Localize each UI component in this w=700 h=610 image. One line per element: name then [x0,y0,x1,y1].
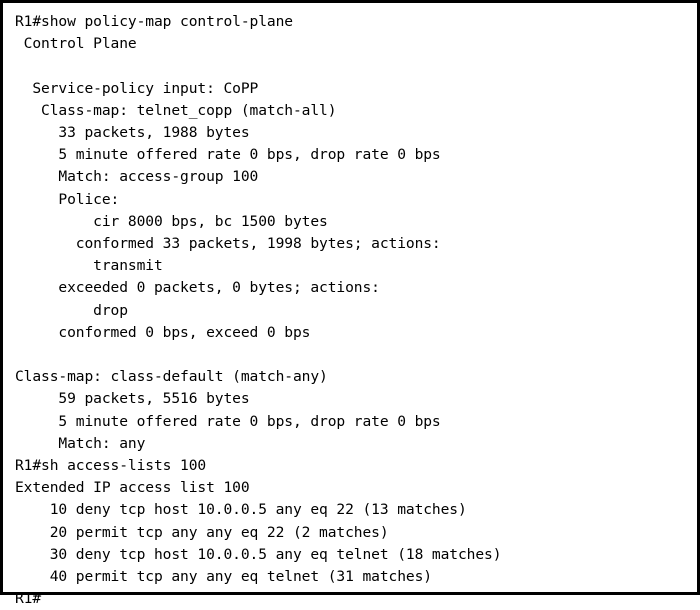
terminal-line: 33 packets, 1988 bytes [15,124,250,142]
terminal-line: 5 minute offered rate 0 bps, drop rate 0 bps [15,146,441,164]
terminal-line: 40 permit tcp any any eq telnet (31 matches) [15,568,432,586]
terminal-line: cir 8000 bps, bc 1500 bytes [15,212,328,230]
terminal-line: Match: access-group 100 [15,168,259,186]
terminal-line: Match: any [15,434,146,452]
terminal-line: 30 deny tcp host 10.0.0.5 any eq telnet (18 matches) [15,545,502,563]
terminal-line: 5 minute offered rate 0 bps, drop rate 0 bps [15,412,441,430]
terminal-line: Class-map: class-default (match-any) [15,368,328,386]
terminal-line: drop [15,301,128,319]
terminal-line: R1#show policy-map control-plane [15,13,293,30]
terminal-line: exceeded 0 packets, 0 bytes; actions: [15,279,380,297]
terminal-line: conformed 0 bps, exceed 0 bps [15,323,311,341]
terminal-line: Class-map: telnet_copp (match-all) [15,101,337,119]
terminal-output [15,11,687,610]
terminal-line: conformed 33 packets, 1998 bytes; actions: [15,235,441,253]
terminal-line: 59 packets, 5516 bytes [15,390,250,408]
terminal-line: Police: [15,190,120,208]
terminal-line: Extended IP access list 100 [15,479,250,497]
terminal-line: Control Plane [15,35,137,53]
terminal-line: 20 permit tcp any any eq 22 (2 matches) [15,523,389,541]
terminal-line: R1# [15,590,42,608]
terminal-line [15,55,687,77]
terminal-line: Service-policy input: CoPP [15,79,259,97]
terminal-line: R1#sh access-lists 100 [15,457,207,475]
terminal-line: transmit [15,257,163,275]
terminal-line: 10 deny tcp host 10.0.0.5 any eq 22 (13 matches) [15,501,467,519]
terminal-line [15,344,687,366]
